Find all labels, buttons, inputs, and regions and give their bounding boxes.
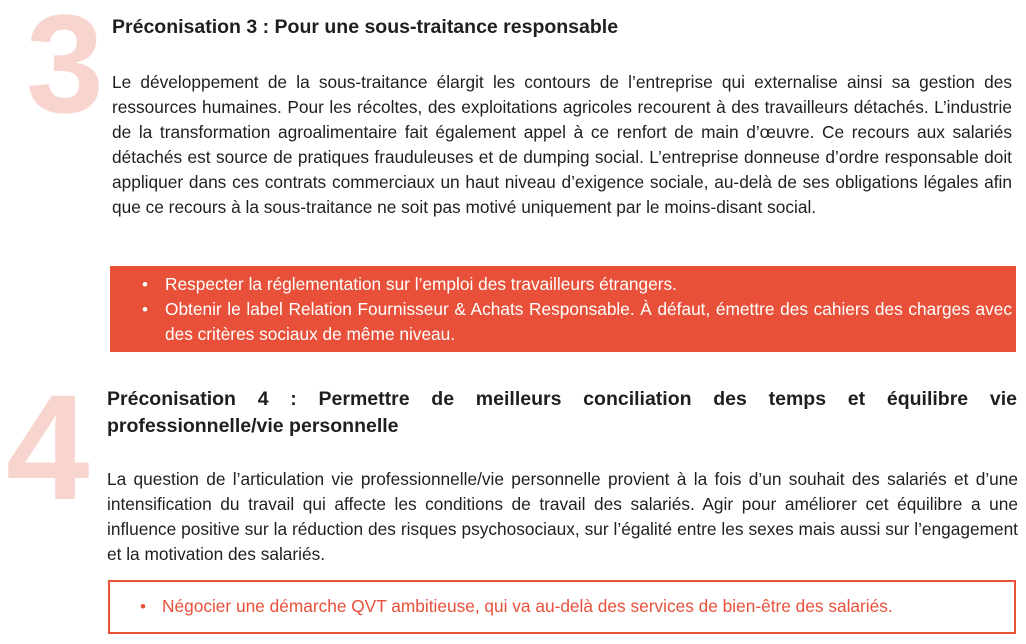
section3-recommendations-box: [110, 266, 1016, 352]
section4-recommendations-list: [110, 594, 1010, 619]
bullet-icon: •: [140, 597, 146, 616]
recommendation-text: Respecter la réglementation sur l’emploi des travailleurs étrangers.: [165, 274, 677, 294]
section4-recommendations-box: [108, 580, 1016, 634]
section4-paragraph: La question de l’articulation vie professionnelle/vie personnelle provient à la fois d’un souhait des salariés et d’une intensification du travail qui affecte les conditions de travail des salariés. Agir pour améliorer cet équilibre a une influence positive sur la réduction des risques psychosociaux, sur l’égalité entre les sexes mais aussi sur l’engagement et la motivation des salariés.: [107, 469, 1018, 564]
section3-paragraph: Le développement de la sous-traitance élargit les contours de l’entreprise qui externalise ainsi sa gestion des ressources humaines. Pour les récoltes, des exploitations agricoles recourent à des travailleurs détachés. L’industrie de la transformation agroalimentaire fait également appel à ce renfort de main d’œuvre. Ce recours aux salariés détachés est source de pratiques frauduleuses et de dumping social. L’entreprise donneuse d’ordre responsable doit appliquer dans ces contrats commerciaux un haut niveau d’exigence sociale, au-delà de ses obligations légales afin que ce recours à la sous-traitance ne soit pas motivé uniquement par le moins-disant social.: [112, 72, 1012, 217]
section4-title: Préconisation 4 : Permettre de meilleurs conciliation des temps et équilibre vie professionnelle/vie personnelle: [107, 388, 1017, 437]
recommendation-item: [110, 297, 1012, 347]
section3-recommendations-list: [110, 272, 1012, 347]
bullet-icon: •: [142, 300, 148, 319]
section-number-4: 4: [6, 363, 90, 531]
recommendation-item: [110, 272, 1012, 297]
recommendation-item: [110, 594, 1010, 619]
section3-title: Préconisation 3 : Pour une sous-traitance responsable: [112, 16, 619, 38]
recommendation-text: Obtenir le label Relation Fournisseur & Achats Responsable. À défaut, émettre des cahiers des charges avec des critères sociaux de même niveau.: [165, 299, 1012, 344]
bullet-icon: •: [142, 275, 148, 294]
recommendation-text: Négocier une démarche QVT ambitieuse, qui va au-delà des services de bien-être des salariés.: [162, 596, 893, 616]
section-number-3: 3: [26, 0, 104, 142]
